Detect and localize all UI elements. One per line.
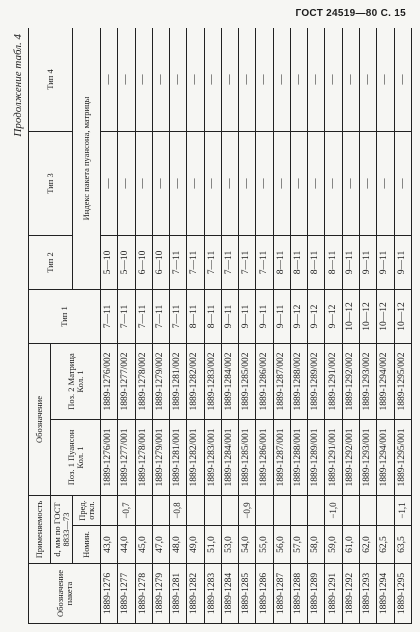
cell-pos2: 1889-1278/002 (135, 343, 152, 419)
cell-packet: 1889-1276 (101, 564, 118, 624)
cell-type2: 7—11 (170, 235, 187, 289)
table-row (135, 28, 152, 624)
packets-table (28, 28, 412, 624)
cell-pos1: 1889-1289/001 (308, 420, 325, 496)
cell-pos2: 1889-1291/002 (325, 343, 342, 419)
cell-deviation: −0,8 (170, 496, 187, 526)
table-row (325, 28, 342, 624)
cell-type4: — (273, 28, 290, 131)
cell-nominal: 63,5 (394, 526, 411, 564)
header-type1: Тип 1 (29, 289, 101, 343)
cell-packet: 1889-1288 (290, 564, 307, 624)
cell-type2: 6—10 (135, 235, 152, 289)
cell-type2: 7—11 (187, 235, 204, 289)
cell-nominal: 58,0 (308, 526, 325, 564)
table-caption: Продолжение табл. 4 (12, 34, 24, 137)
header-designation-group: Обозначение (29, 343, 51, 495)
cell-type4: — (308, 28, 325, 131)
cell-pos1: 1889-1294/001 (377, 420, 394, 496)
cell-packet: 1889-1281 (170, 564, 187, 624)
cell-nominal: 45,0 (135, 526, 152, 564)
cell-type4: — (325, 28, 342, 131)
table-row (152, 28, 169, 624)
cell-nominal: 57,0 (290, 526, 307, 564)
cell-pos1: 1889-1293/001 (359, 420, 376, 496)
cell-type3: — (118, 131, 135, 235)
cell-deviation (152, 496, 169, 526)
cell-packet: 1889-1294 (377, 564, 394, 624)
header-type4: Тип 4 (29, 28, 73, 131)
cell-packet: 1889-1285 (239, 564, 256, 624)
cell-deviation: −1,1 (394, 496, 411, 526)
cell-nominal: 59,0 (325, 526, 342, 564)
cell-deviation (204, 496, 221, 526)
cell-type2: 8—11 (325, 235, 342, 289)
cell-nominal: 53,0 (221, 526, 238, 564)
header-pos2-die: Поз. 2 Матрица Кол. 1 (51, 343, 101, 419)
cell-nominal: 49,0 (187, 526, 204, 564)
cell-type3: — (152, 131, 169, 235)
cell-packet: 1889-1295 (394, 564, 411, 624)
cell-type4: — (359, 28, 376, 131)
cell-pos1: 1889-1287/001 (273, 420, 290, 496)
cell-packet: 1889-1284 (221, 564, 238, 624)
cell-type4: — (135, 28, 152, 131)
cell-pos2: 1889-1287/002 (273, 343, 290, 419)
cell-pos1: 1889-1279/001 (152, 420, 169, 496)
cell-type1: 10—12 (394, 289, 411, 343)
cell-type3: — (394, 131, 411, 235)
cell-pos1: 1889-1291/001 (325, 420, 342, 496)
cell-packet: 1889-1293 (359, 564, 376, 624)
table-row (256, 28, 273, 624)
cell-pos2: 1889-1293/002 (359, 343, 376, 419)
cell-type4: — (101, 28, 118, 131)
header-type2: Тип 2 (29, 235, 73, 289)
cell-pos1: 1889-1282/001 (187, 420, 204, 496)
table-row (394, 28, 411, 624)
header-pos1-punch: Поз. 1 Пуансон Кол. 1 (51, 420, 101, 496)
cell-type2: 7—11 (256, 235, 273, 289)
table-row (342, 28, 359, 624)
cell-type4: — (256, 28, 273, 131)
table-row (359, 28, 376, 624)
cell-deviation (187, 496, 204, 526)
table-row (187, 28, 204, 624)
cell-type4: — (118, 28, 135, 131)
table-row (377, 28, 394, 624)
cell-packet: 1889-1283 (204, 564, 221, 624)
cell-pos1: 1889-1284/001 (221, 420, 238, 496)
cell-type1: 9—12 (290, 289, 307, 343)
cell-deviation (256, 496, 273, 526)
cell-nominal: 62,0 (359, 526, 376, 564)
cell-packet: 1889-1278 (135, 564, 152, 624)
cell-type3: — (273, 131, 290, 235)
cell-type3: — (342, 131, 359, 235)
cell-pos1: 1889-1283/001 (204, 420, 221, 496)
table-row (308, 28, 325, 624)
cell-packet: 1889-1289 (308, 564, 325, 624)
cell-deviation (273, 496, 290, 526)
cell-nominal: 55,0 (256, 526, 273, 564)
cell-type1: 10—12 (359, 289, 376, 343)
cell-type3: — (256, 131, 273, 235)
cell-pos2: 1889-1285/002 (239, 343, 256, 419)
cell-type4: — (342, 28, 359, 131)
cell-pos2: 1889-1277/002 (118, 343, 135, 419)
table-row (118, 28, 135, 624)
cell-deviation (101, 496, 118, 526)
cell-deviation (308, 496, 325, 526)
cell-type2: 8—11 (308, 235, 325, 289)
cell-deviation: −0,7 (118, 496, 135, 526)
cell-type4: — (377, 28, 394, 131)
header-deviation: Пред. откл. (73, 496, 101, 526)
cell-type1: 7—11 (101, 289, 118, 343)
table-body (101, 28, 412, 624)
cell-type4: — (290, 28, 307, 131)
header-d-gost: d, мм по ГОСТ 8833—73 (51, 496, 73, 564)
cell-type2: 8—11 (273, 235, 290, 289)
cell-deviation (290, 496, 307, 526)
cell-packet: 1889-1279 (152, 564, 169, 624)
cell-pos1: 1889-1276/001 (101, 420, 118, 496)
cell-type1: 9—12 (325, 289, 342, 343)
cell-packet: 1889-1282 (187, 564, 204, 624)
cell-deviation (135, 496, 152, 526)
cell-pos1: 1889-1288/001 (290, 420, 307, 496)
cell-pos2: 1889-1286/002 (256, 343, 273, 419)
cell-deviation (221, 496, 238, 526)
cell-type2: 9—11 (342, 235, 359, 289)
cell-pos2: 1889-1283/002 (204, 343, 221, 419)
cell-type3: — (377, 131, 394, 235)
cell-type1: 8—11 (204, 289, 221, 343)
cell-type2: 9—11 (394, 235, 411, 289)
cell-pos2: 1889-1281/002 (170, 343, 187, 419)
cell-type2: 5—10 (118, 235, 135, 289)
cell-packet: 1889-1286 (256, 564, 273, 624)
cell-pos1: 1889-1292/001 (342, 420, 359, 496)
cell-type3: — (204, 131, 221, 235)
cell-type1: 10—12 (342, 289, 359, 343)
cell-type2: 6—10 (152, 235, 169, 289)
cell-type1: 9—11 (239, 289, 256, 343)
cell-nominal: 62,5 (377, 526, 394, 564)
cell-pos2: 1889-1288/002 (290, 343, 307, 419)
page-header: ГОСТ 24519—80 С. 15 (295, 8, 406, 19)
cell-nominal: 47,0 (152, 526, 169, 564)
cell-type2: 7—11 (239, 235, 256, 289)
cell-type2: 5—10 (101, 235, 118, 289)
table-row (101, 28, 118, 624)
cell-pos2: 1889-1284/002 (221, 343, 238, 419)
cell-pos1: 1889-1278/001 (135, 420, 152, 496)
cell-pos1: 1889-1277/001 (118, 420, 135, 496)
rotated-table-content (12, 28, 412, 624)
cell-type1: 9—11 (256, 289, 273, 343)
cell-pos2: 1889-1292/002 (342, 343, 359, 419)
cell-type3: — (101, 131, 118, 235)
cell-type1: 9—11 (221, 289, 238, 343)
cell-type2: 9—11 (359, 235, 376, 289)
cell-deviation (359, 496, 376, 526)
cell-type1: 7—11 (152, 289, 169, 343)
cell-type3: — (135, 131, 152, 235)
cell-packet: 1889-1277 (118, 564, 135, 624)
table-row (170, 28, 187, 624)
cell-nominal: 51,0 (204, 526, 221, 564)
cell-type1: 7—11 (135, 289, 152, 343)
cell-type4: — (239, 28, 256, 131)
cell-nominal: 43,0 (101, 526, 118, 564)
cell-type2: 9—11 (377, 235, 394, 289)
cell-type3: — (290, 131, 307, 235)
table-row (290, 28, 307, 624)
table-row (239, 28, 256, 624)
cell-pos2: 1889-1276/002 (101, 343, 118, 419)
table-row (273, 28, 290, 624)
cell-nominal: 54,0 (239, 526, 256, 564)
header-index-note: Индекс пакета пуансона, матрицы (73, 28, 101, 289)
cell-pos2: 1889-1289/002 (308, 343, 325, 419)
cell-nominal: 56,0 (273, 526, 290, 564)
cell-type4: — (152, 28, 169, 131)
header-type3: Тип 3 (29, 131, 73, 235)
cell-type3: — (187, 131, 204, 235)
cell-type1: 10—12 (377, 289, 394, 343)
cell-packet: 1889-1291 (325, 564, 342, 624)
cell-type2: 7—11 (221, 235, 238, 289)
cell-type4: — (221, 28, 238, 131)
header-nominal: Номин. (73, 526, 101, 564)
cell-type3: — (308, 131, 325, 235)
header-applicability: Применяемость (29, 496, 51, 564)
cell-deviation: −0,9 (239, 496, 256, 526)
header-packet-designation: Обозначение пакета (29, 564, 101, 624)
cell-pos2: 1889-1295/002 (394, 343, 411, 419)
cell-type3: — (170, 131, 187, 235)
table-row (221, 28, 238, 624)
cell-type1: 9—11 (273, 289, 290, 343)
cell-type1: 9—12 (308, 289, 325, 343)
cell-type3: — (325, 131, 342, 235)
cell-nominal: 61,0 (342, 526, 359, 564)
cell-pos2: 1889-1279/002 (152, 343, 169, 419)
table-row (204, 28, 221, 624)
cell-pos1: 1889-1285/001 (239, 420, 256, 496)
cell-pos1: 1889-1295/001 (394, 420, 411, 496)
cell-pos1: 1889-1281/001 (170, 420, 187, 496)
cell-type1: 8—11 (187, 289, 204, 343)
cell-type4: — (170, 28, 187, 131)
cell-pos2: 1889-1282/002 (187, 343, 204, 419)
cell-nominal: 44,0 (118, 526, 135, 564)
cell-type2: 8—11 (290, 235, 307, 289)
cell-pos1: 1889-1286/001 (256, 420, 273, 496)
cell-type1: 7—11 (170, 289, 187, 343)
cell-type2: 7—11 (204, 235, 221, 289)
cell-nominal: 48,0 (170, 526, 187, 564)
rotated-table-area (12, 28, 412, 624)
cell-deviation: −1,0 (325, 496, 342, 526)
cell-packet: 1889-1292 (342, 564, 359, 624)
cell-pos2: 1889-1294/002 (377, 343, 394, 419)
cell-deviation (377, 496, 394, 526)
cell-type3: — (221, 131, 238, 235)
cell-type4: — (394, 28, 411, 131)
cell-deviation (342, 496, 359, 526)
cell-type4: — (187, 28, 204, 131)
cell-type3: — (359, 131, 376, 235)
cell-type1: 7—11 (118, 289, 135, 343)
cell-type3: — (239, 131, 256, 235)
cell-type4: — (204, 28, 221, 131)
cell-packet: 1889-1287 (273, 564, 290, 624)
